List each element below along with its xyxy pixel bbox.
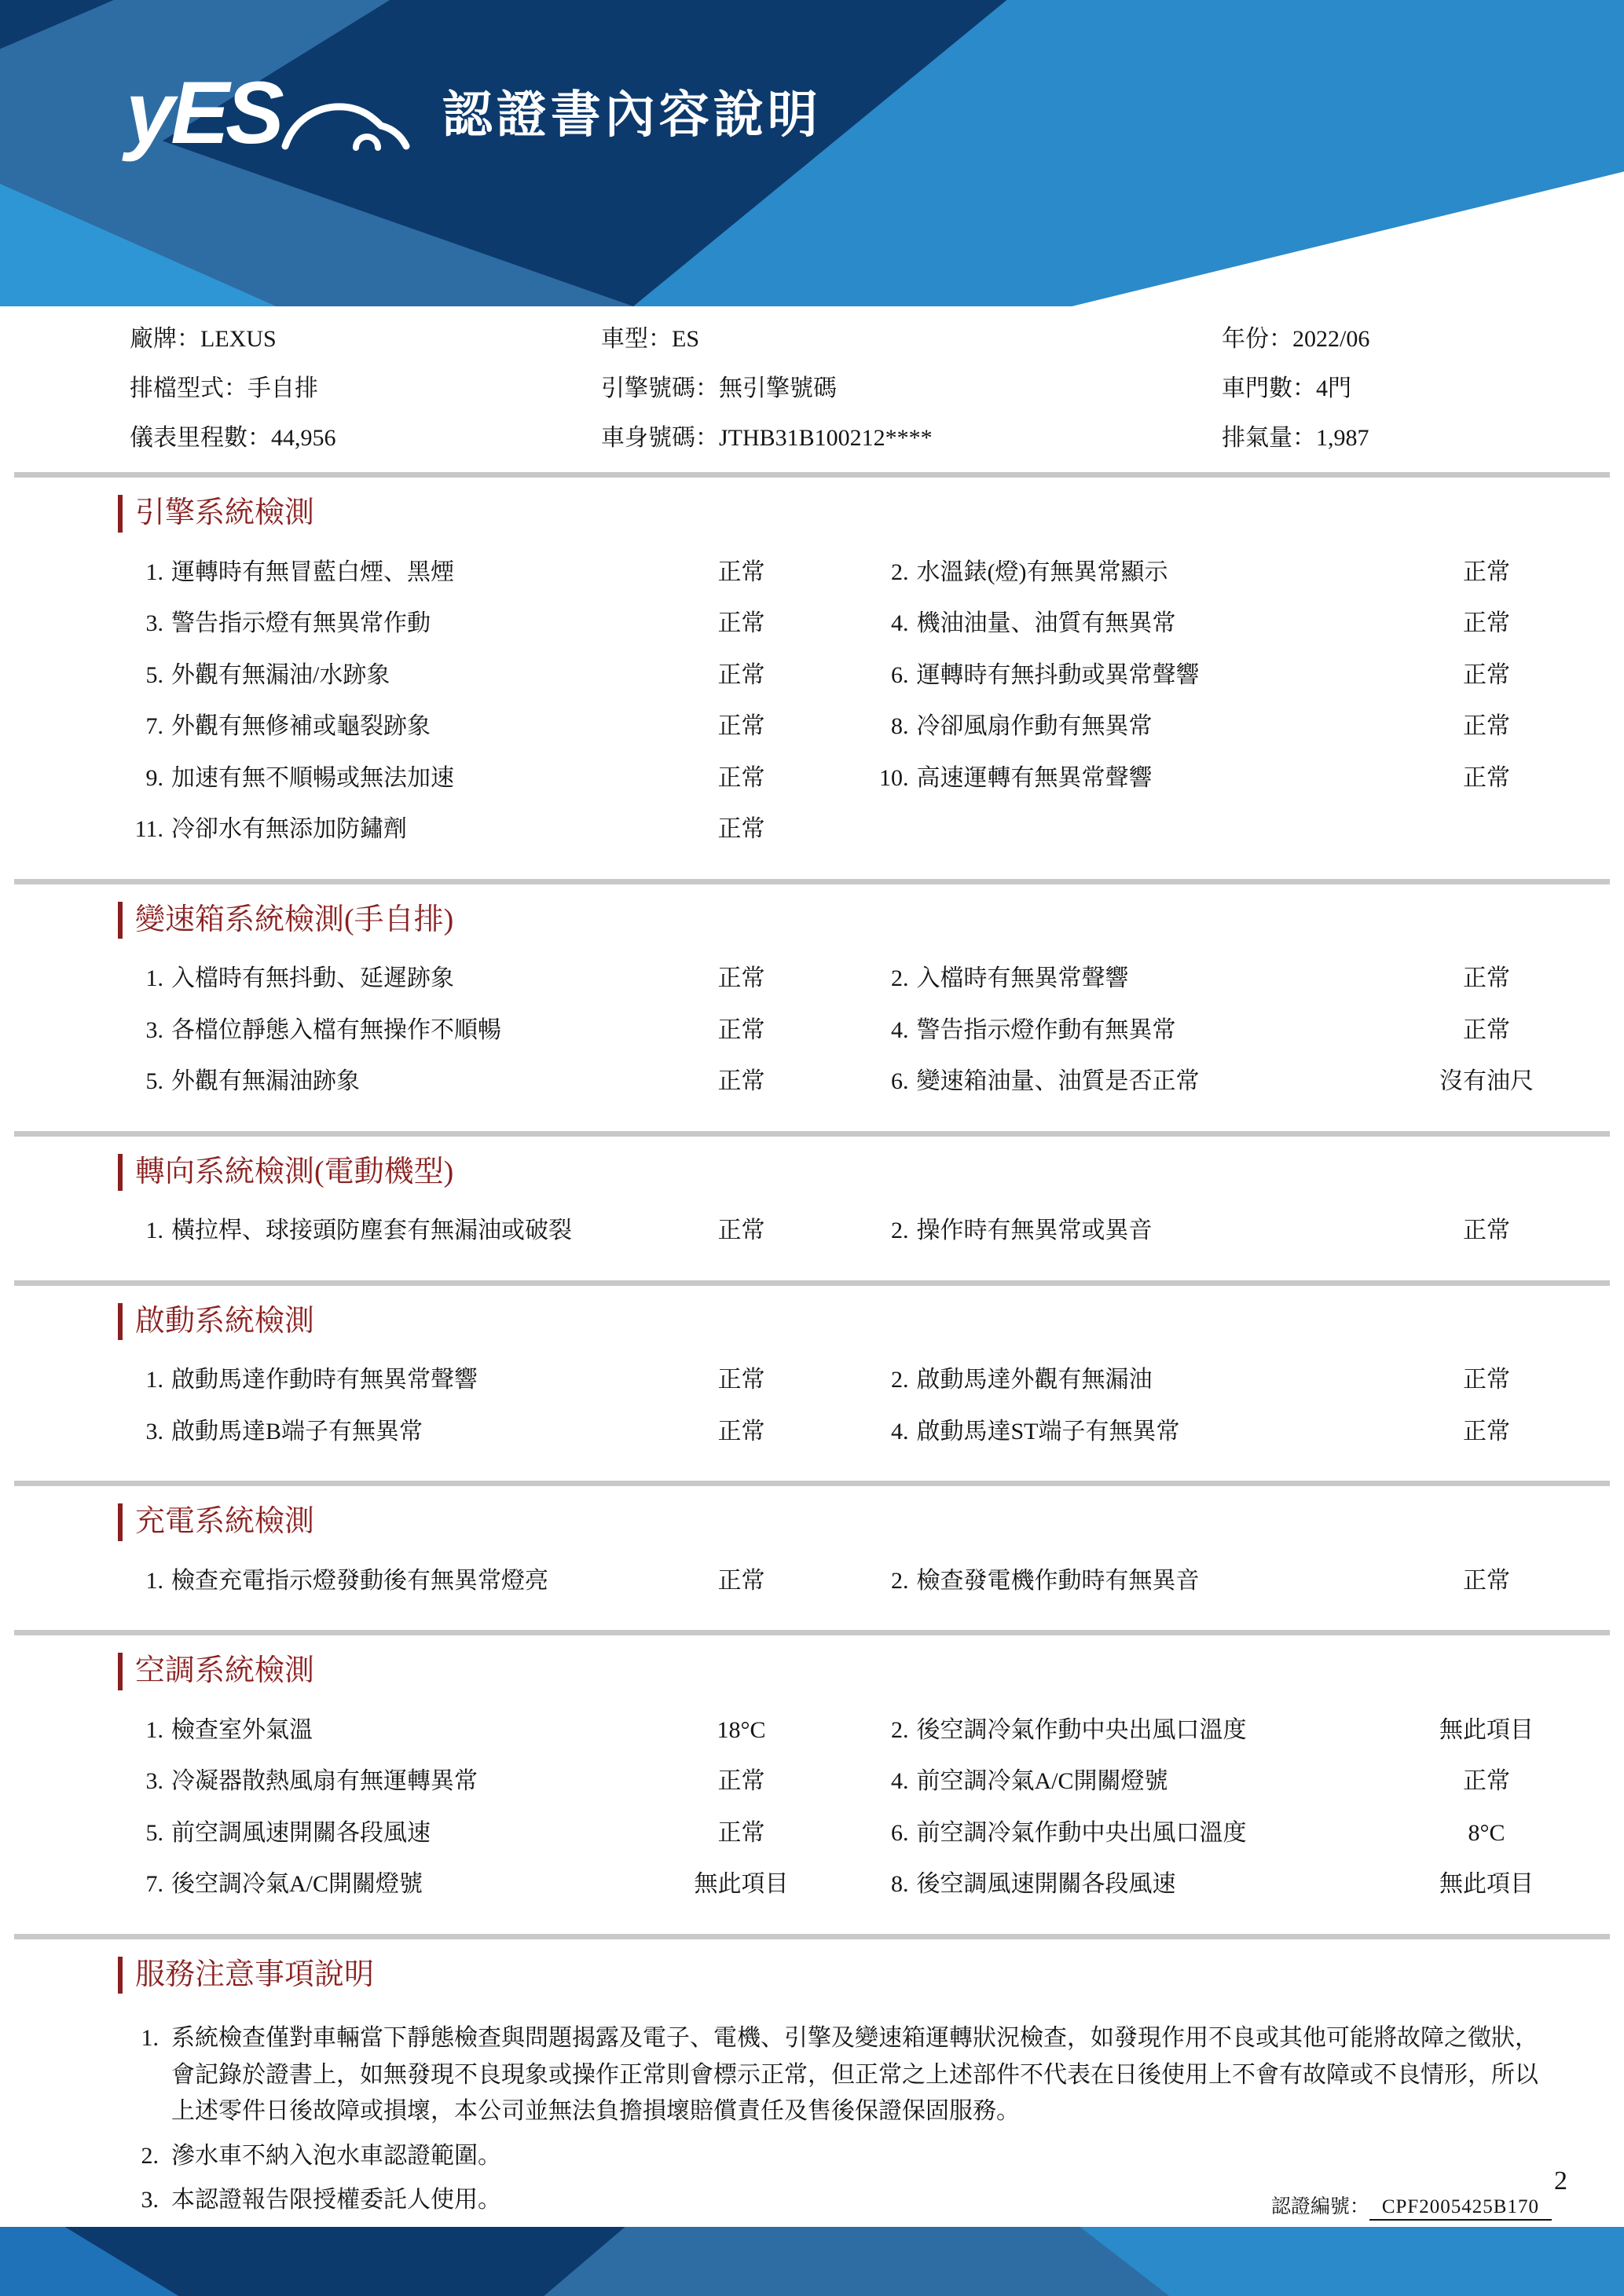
inspection-item <box>118 1818 808 1848</box>
item-label: 冷卻風扇作動有無異常 <box>916 713 1153 739</box>
item-status: 正常 <box>1463 713 1510 739</box>
item-status: 18°C <box>717 1716 766 1743</box>
item-status: 正常 <box>717 1768 765 1794</box>
inspection-item <box>118 1365 808 1395</box>
info-cell-vin: 車身號碼：JTHB31B100212**** <box>601 425 933 451</box>
item-status: 正常 <box>1463 661 1510 688</box>
item-label: 啟動馬達ST端子有無異常 <box>916 1418 1180 1445</box>
item-number: 4. <box>891 1768 909 1794</box>
note-text: 系統檢查僅對車輛當下靜態檢查與問題揭露及電子、電機、引擎及變速箱運轉狀況檢查，如發現作用不良或其他可能將故障之徵狀，會記錄於證書上，如無發現不良現象或操作正常則會標示正常，但正常之上述部件不代表在日後使用上不會有故障或不良情形，所以上述零件日後故障或損壞，本公司並無法負擔損壞賠償責任及售後保證保固服務。 <box>171 2025 1538 2124</box>
info-cell-gearbox-type: 排檔型式：手自排 <box>130 375 318 401</box>
inspection-section <box>0 884 1624 1112</box>
item-label: 操作時有無異常或異音 <box>916 1218 1153 1243</box>
item-label: 後空調風速開關各段風速 <box>916 1871 1176 1897</box>
note-number: 2. <box>141 2142 159 2169</box>
note-text: 本認證報告限授權委託人使用。 <box>171 2187 501 2213</box>
inspection-items-grid <box>118 1365 1553 1446</box>
item-label: 冷凝器散熱風扇有無運轉異常 <box>171 1768 478 1794</box>
certificate-number-label: 認證編號： <box>1270 2195 1369 2217</box>
inspection-item <box>863 1016 1554 1045</box>
item-status: 正常 <box>717 1367 765 1393</box>
item-number: 3. <box>145 1418 163 1445</box>
section-divider <box>14 879 1610 884</box>
inspection-items-grid <box>118 964 1553 1097</box>
item-status: 正常 <box>717 764 765 791</box>
item-number: 1. <box>145 965 163 991</box>
item-number: 7. <box>145 1871 163 1897</box>
section-title: 服務注意事項說明 <box>118 1957 1553 1994</box>
item-label: 後空調冷氣作動中央出風口溫度 <box>916 1716 1247 1743</box>
section-title: 引擎系統檢測 <box>118 495 1553 533</box>
item-number: 5. <box>145 1068 163 1094</box>
item-status: 正常 <box>1463 965 1510 991</box>
item-number: 8. <box>891 713 909 739</box>
item-status: 沒有油尺 <box>1439 1068 1534 1094</box>
item-label: 水溫錶(燈)有無異常顯示 <box>916 558 1168 585</box>
inspection-items-grid <box>118 1216 1553 1246</box>
item-number: 2. <box>891 1218 909 1243</box>
inspection-item <box>118 712 808 742</box>
notes-list <box>118 2020 1553 2219</box>
item-status: 正常 <box>717 661 765 688</box>
info-cell-model: 車型：ES <box>601 326 700 352</box>
item-label: 前空調冷氣A/C開關燈號 <box>916 1768 1168 1794</box>
item-label: 警告指示燈有無異常作動 <box>171 610 431 636</box>
inspection-item <box>118 1869 808 1899</box>
item-number: 1. <box>145 1367 163 1393</box>
item-label: 入檔時有無異常聲響 <box>916 965 1129 991</box>
inspection-item <box>118 1716 808 1745</box>
inspection-item <box>863 964 1554 994</box>
document-body <box>0 306 1624 2243</box>
item-number: 10. <box>879 764 909 791</box>
inspection-item <box>118 764 808 793</box>
vehicle-info-block <box>0 306 1624 453</box>
info-cell-year: 年份：2022/06 <box>1222 326 1370 352</box>
item-status: 正常 <box>1463 558 1510 585</box>
item-status: 無此項目 <box>1439 1716 1534 1743</box>
inspection-item <box>863 712 1554 742</box>
note-item <box>118 2020 1553 2130</box>
header-banner <box>0 0 1624 306</box>
item-number: 5. <box>145 1819 163 1846</box>
item-status: 正常 <box>1463 1218 1510 1243</box>
item-label: 各檔位靜態入檔有無操作不順暢 <box>171 1016 501 1043</box>
service-notes-section <box>0 1939 1624 2243</box>
inspection-section <box>0 1635 1624 1915</box>
item-number: 2. <box>891 965 909 991</box>
item-label: 橫拉桿、球接頭防塵套有無漏油或破裂 <box>171 1218 572 1243</box>
item-number: 8. <box>891 1871 909 1897</box>
inspection-item <box>863 1818 1554 1848</box>
item-number: 2. <box>891 558 909 585</box>
inspection-item <box>863 1869 1554 1899</box>
footer-banner <box>0 2227 1624 2296</box>
item-number: 5. <box>145 661 163 688</box>
item-number: 3. <box>145 1768 163 1794</box>
item-number: 1. <box>145 1218 163 1243</box>
section-title: 啟動系統檢測 <box>118 1303 1553 1341</box>
inspection-item <box>118 964 808 994</box>
inspection-item <box>863 1365 1554 1395</box>
item-label: 高速運轉有無異常聲響 <box>916 764 1153 791</box>
inspection-item <box>118 609 808 639</box>
item-label: 運轉時有無抖動或異常聲響 <box>916 661 1200 688</box>
inspection-item <box>118 558 808 588</box>
item-status: 8°C <box>1468 1819 1505 1846</box>
item-number: 4. <box>891 1418 909 1445</box>
note-item <box>118 2138 1553 2175</box>
inspection-section <box>0 1137 1624 1262</box>
inspection-item <box>118 1216 808 1246</box>
item-label: 檢查充電指示燈發動後有無異常燈亮 <box>171 1567 548 1594</box>
car-outline-icon <box>279 94 412 157</box>
item-label: 啟動馬達外觀有無漏油 <box>916 1367 1153 1393</box>
item-status: 正常 <box>1463 1367 1510 1393</box>
item-label: 後空調冷氣A/C開關燈號 <box>171 1871 423 1897</box>
inspection-item <box>863 1716 1554 1745</box>
item-number: 6. <box>891 1819 909 1846</box>
item-status: 無此項目 <box>1439 1871 1534 1897</box>
yes-logo-text: yES <box>126 64 280 162</box>
info-cell-mileage: 儀表里程數：44,956 <box>130 425 336 451</box>
inspection-item <box>118 815 808 844</box>
page-title: 認證書內容說明 <box>442 86 822 143</box>
item-status: 正常 <box>1463 1016 1510 1043</box>
item-number: 11. <box>134 816 163 842</box>
item-number: 1. <box>145 558 163 585</box>
item-status: 正常 <box>1463 764 1510 791</box>
item-label: 運轉時有無冒藍白煙、黑煙 <box>171 558 454 585</box>
item-label: 變速箱油量、油質是否正常 <box>916 1068 1200 1094</box>
item-status: 正常 <box>717 558 765 585</box>
item-number: 3. <box>145 1016 163 1043</box>
item-status: 正常 <box>717 1819 765 1846</box>
item-label: 冷卻水有無添加防鏽劑 <box>171 816 407 842</box>
item-number: 2. <box>891 1716 909 1743</box>
item-label: 外觀有無漏油跡象 <box>171 1068 360 1094</box>
page-number: 2 <box>1554 2166 1567 2195</box>
info-cell-engine-no: 引擎號碼：無引擎號碼 <box>601 375 837 401</box>
item-label: 外觀有無漏油/水跡象 <box>171 661 390 688</box>
item-number: 3. <box>145 610 163 636</box>
info-cell-displacement: 排氣量：1,987 <box>1222 425 1369 451</box>
item-label: 啟動馬達作動時有無異常聲響 <box>171 1367 478 1393</box>
item-status: 正常 <box>717 1218 765 1243</box>
item-status: 正常 <box>717 713 765 739</box>
item-status: 正常 <box>717 1016 765 1043</box>
item-status: 正常 <box>717 610 765 636</box>
item-label: 前空調冷氣作動中央出風口溫度 <box>916 1819 1247 1846</box>
item-number: 1. <box>145 1567 163 1594</box>
inspection-items-grid <box>118 1566 1553 1596</box>
item-status: 正常 <box>1463 1567 1510 1594</box>
section-divider <box>14 1131 1610 1137</box>
inspection-item <box>118 1566 808 1596</box>
section-title: 充電系統檢測 <box>118 1503 1553 1541</box>
inspection-item <box>863 558 1554 588</box>
item-number: 2. <box>891 1367 909 1393</box>
item-number: 4. <box>891 1016 909 1043</box>
item-number: 2. <box>891 1567 909 1594</box>
item-label: 警告指示燈作動有無異常 <box>916 1016 1176 1043</box>
item-number: 6. <box>891 661 909 688</box>
inspection-item <box>118 1417 808 1447</box>
item-status: 正常 <box>717 1068 765 1094</box>
item-label: 檢查室外氣溫 <box>171 1716 313 1743</box>
item-status: 正常 <box>717 1567 765 1594</box>
inspection-item <box>863 609 1554 639</box>
section-title: 空調系統檢測 <box>118 1653 1553 1690</box>
certificate-number-value: CPF2005425B170 <box>1369 2196 1552 2221</box>
section-divider <box>14 1280 1610 1286</box>
item-status: 正常 <box>1463 1768 1510 1794</box>
yes-logo <box>126 64 412 162</box>
inspection-item <box>863 1767 1554 1796</box>
inspection-items-grid <box>118 558 1553 844</box>
inspection-item <box>863 1067 1554 1097</box>
item-status: 正常 <box>717 816 765 842</box>
inspection-item <box>118 661 808 690</box>
inspection-item <box>863 661 1554 690</box>
note-number: 1. <box>141 2025 159 2051</box>
note-text: 滲水車不納入泡水車認證範圍。 <box>171 2142 501 2169</box>
item-label: 機油油量、油質有無異常 <box>916 610 1176 636</box>
inspection-item <box>863 1417 1554 1447</box>
certificate-number-line <box>1271 2191 1552 2219</box>
inspection-item <box>863 1216 1554 1246</box>
inspection-section <box>0 478 1624 860</box>
item-number: 6. <box>891 1068 909 1094</box>
section-title: 轉向系統檢測(電動機型) <box>118 1154 1553 1192</box>
item-label: 入檔時有無抖動、延遲跡象 <box>171 965 454 991</box>
section-divider <box>14 1630 1610 1635</box>
section-divider <box>14 472 1610 478</box>
item-number: 1. <box>145 1716 163 1743</box>
inspection-section <box>0 1486 1624 1611</box>
item-number: 4. <box>891 610 909 636</box>
section-divider <box>14 1934 1610 1939</box>
section-title: 變速箱系統檢測(手自排) <box>118 902 1553 939</box>
item-status: 正常 <box>1463 1418 1510 1445</box>
item-label: 外觀有無修補或龜裂跡象 <box>171 713 431 739</box>
section-divider <box>14 1481 1610 1486</box>
item-number: 7. <box>145 713 163 739</box>
item-label: 加速有無不順暢或無法加速 <box>171 764 454 791</box>
inspection-item <box>118 1067 808 1097</box>
item-status: 正常 <box>717 1418 765 1445</box>
item-status: 正常 <box>1463 610 1510 636</box>
inspection-item <box>118 1016 808 1045</box>
inspection-item <box>863 1566 1554 1596</box>
inspection-item <box>118 1767 808 1796</box>
inspection-items-grid <box>118 1716 1553 1899</box>
item-number: 9. <box>145 764 163 791</box>
item-label: 前空調風速開關各段風速 <box>171 1819 431 1846</box>
inspection-item <box>863 764 1554 793</box>
item-label: 檢查發電機作動時有無異音 <box>916 1567 1200 1594</box>
inspection-section <box>0 1286 1624 1463</box>
item-label: 啟動馬達B端子有無異常 <box>171 1418 423 1445</box>
item-status: 無此項目 <box>694 1871 789 1897</box>
info-cell-doors: 車門數：4門 <box>1222 375 1351 401</box>
item-status: 正常 <box>717 965 765 991</box>
note-number: 3. <box>141 2187 159 2213</box>
info-cell-brand: 廠牌：LEXUS <box>130 326 277 352</box>
